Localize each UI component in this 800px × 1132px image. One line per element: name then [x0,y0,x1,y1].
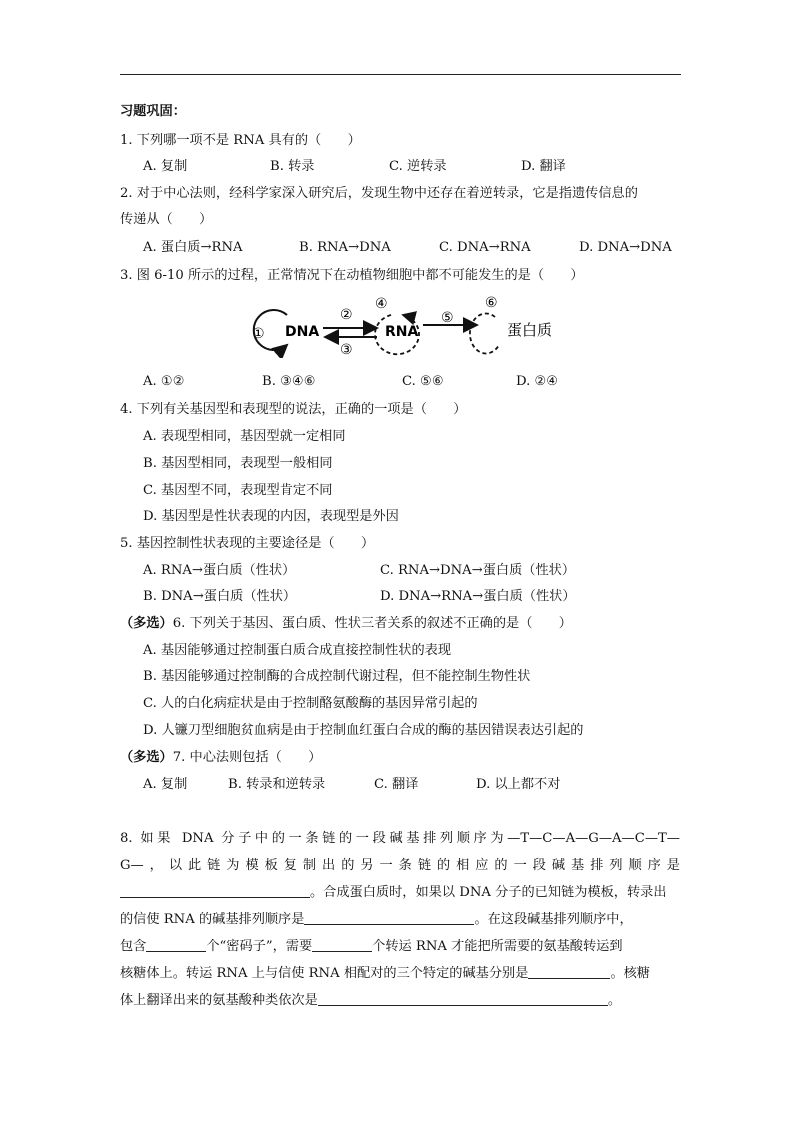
label-2: ② [340,307,353,323]
q4-option-a: A. 表现型相同，基因型就一定相同 [143,429,346,444]
q1-option-c: C. 逆转录 [389,159,447,174]
q7-option-d: D. 以上都不对 [476,777,561,792]
q1-stem: 1. 下列哪一项不是 RNA 具有的（ ） [120,133,361,148]
protein-label: 蛋白质 [507,321,553,339]
q8-line1: 8. 如果 DNA 分子中的一条链的一段碱基排列顺序为—T—C—A—G—A—C—T— [120,831,680,846]
q5-option-b: B. DNA→蛋白质（性状） [143,589,297,604]
section-title: 习题巩固： [120,104,186,119]
q4-option-c: C. 基因型不同，表现型肯定不同 [143,483,333,498]
q8-line5-a: 包含 [120,939,147,954]
q2-stem-line2: 传递从（ ） [120,212,213,227]
q7-option-b: B. 转录和逆转录 [228,777,326,792]
label-4: ④ [375,296,388,312]
q8-answer-blank-1[interactable] [120,883,310,898]
q8-answer-blank-5[interactable] [528,964,610,979]
q6-option-b: B. 基因能够通过控制酶的合成控制代谢过程，但不能控制生物性状 [143,669,531,684]
rna-label: RNA [385,324,419,340]
q7-stem: 7. 中心法则包括（ ） [172,750,322,765]
q2-option-b: B. RNA→DNA [299,240,391,255]
q8-line6-tail: 。核糖 [610,966,650,981]
q3-stem: 3. 图 6-10 所示的过程，正常情况下在动植物细胞中都不可能发生的是（ ） [120,268,584,283]
q6-stem: 6. 下列关于基因、蛋白质、性状三者关系的叙述不正确的是（ ） [172,616,572,631]
q2-option-a: A. 蛋白质→RNA [143,240,243,255]
q6-option-d: D. 人镰刀型细胞贫血病是由于控制血红蛋白合成的酶的基因错误表达引起的 [143,723,584,738]
q3-option-d: D. ②④ [516,374,559,389]
q8-line4-head: 的信使 RNA 的碱基排列顺序是 [120,912,305,927]
q6-multi-select-tag: （多选） [120,616,173,631]
q8-line3-tail: 。合成蛋白质时，如果以 DNA 分子的已知链为模板，转录出 [310,885,667,900]
q5-option-c: C. RNA→DNA→蛋白质（性状） [380,563,576,578]
q5-option-d: D. DNA→RNA→蛋白质（性状） [380,589,576,604]
central-dogma-diagram [245,293,575,358]
q7-multi-select-tag: （多选） [120,750,173,765]
q8-line2: G—，以此链为模板复制出的另一条链的相应的一段碱基排列顺序是 [120,858,680,873]
q6-option-c: C. 人的白化病症状是由于控制酪氨酸酶的基因异常引起的 [143,696,478,711]
q2-option-c: C. DNA→RNA [439,240,531,255]
q3-option-b: B. ③④⑥ [262,374,316,389]
q4-option-d: D. 基因型是性状表现的内因，表现型是外因 [143,509,399,524]
label-6: ⑥ [485,295,498,311]
q8-line6-head: 核糖体上。转运 RNA 上与信使 RNA 相配对的三个特定的碱基分别是 [120,966,529,981]
q5-option-a: A. RNA→蛋白质（性状） [143,563,296,578]
dna-label: DNA [285,324,320,340]
q3-option-a: A. ①② [143,374,185,389]
q8-answer-blank-6[interactable] [318,991,608,1006]
q1-option-a: A. 复制 [143,159,188,174]
q8-answer-blank-3[interactable] [146,937,206,952]
q3-option-c: C. ⑤⑥ [402,374,444,389]
q8-line5-c: 个转运 RNA 才能把所需要的氨基酸转运到 [372,939,623,954]
header-rule [120,74,681,75]
q8-line7-tail: 。 [607,993,621,1008]
q4-option-b: B. 基因型相同，表现型一般相同 [143,456,333,471]
q8-line5-b: 个“密码子”，需要 [206,939,313,954]
q8-answer-blank-4[interactable] [312,937,372,952]
q2-option-d: D. DNA→DNA [579,240,672,255]
q8-answer-blank-2[interactable] [304,910,474,925]
q4-stem: 4. 下列有关基因型和表现型的说法，正确的一项是（ ） [120,402,467,417]
protein-loop [470,313,499,353]
q8-line4-tail: 。在这段碱基排列顺序中， [474,912,633,927]
q1-option-b: B. 转录 [270,159,315,174]
q8-line7-head: 体上翻译出来的氨基酸种类依次是 [120,993,318,1008]
label-1: ① [252,326,265,342]
label-5: ⑤ [441,310,454,326]
q1-option-d: D. 翻译 [521,159,566,174]
q7-option-a: A. 复制 [143,777,188,792]
q6-option-a: A. 基因能够通过控制蛋白质合成直接控制性状的表现 [143,643,452,658]
q5-stem: 5. 基因控制性状表现的主要途径是（ ） [120,536,375,551]
q2-stem-line1: 2. 对于中心法则，经科学家深入研究后，发现生物中还存在着逆转录，它是指遗传信息的 [120,186,638,201]
q7-option-c: C. 翻译 [374,777,419,792]
label-3: ③ [340,342,353,358]
